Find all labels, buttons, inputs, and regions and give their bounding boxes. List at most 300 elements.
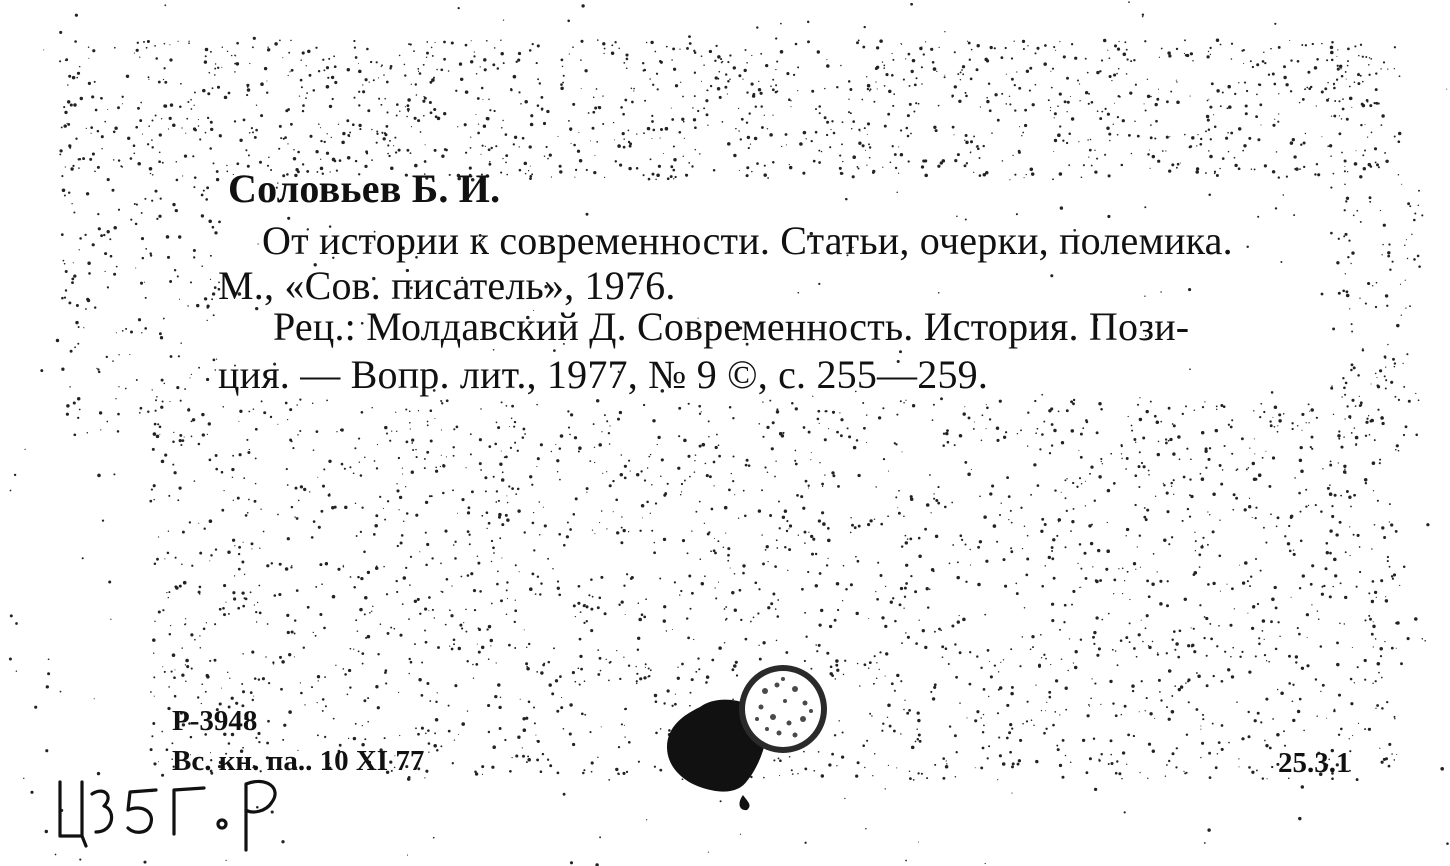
speckle-dot xyxy=(649,78,651,80)
speckle-dot xyxy=(657,436,660,439)
speckle-dot xyxy=(1114,103,1115,104)
speckle-dot xyxy=(1333,414,1334,415)
speckle-dot xyxy=(673,158,676,161)
speckle-dot xyxy=(175,209,178,212)
speckle-dot xyxy=(1022,636,1024,638)
speckle-dot xyxy=(159,332,162,335)
speckle-dot xyxy=(209,459,212,462)
speckle-dot xyxy=(1157,453,1160,456)
speckle-dot xyxy=(1265,744,1268,747)
speckle-dot xyxy=(636,680,638,682)
speckle-dot xyxy=(219,608,222,611)
speckle-dot xyxy=(568,427,570,429)
speckle-dot xyxy=(1243,144,1246,147)
speckle-dot xyxy=(348,738,349,739)
speckle-dot xyxy=(918,554,922,558)
speckle-dot xyxy=(670,165,673,168)
speckle-dot xyxy=(1330,387,1333,390)
speckle-dot xyxy=(580,40,583,43)
speckle-dot xyxy=(769,514,772,517)
speckle-dot xyxy=(1227,132,1229,134)
speckle-dot xyxy=(609,443,611,445)
speckle-dot xyxy=(612,480,614,482)
speckle-dot xyxy=(1242,581,1245,584)
speckle-dot xyxy=(520,170,521,171)
speckle-dot xyxy=(1056,745,1058,747)
speckle-dot xyxy=(254,677,257,680)
speckle-dot xyxy=(465,44,468,47)
speckle-dot xyxy=(1009,723,1012,726)
speckle-dot xyxy=(1121,778,1123,780)
speckle-dot xyxy=(767,561,768,562)
speckle-dot xyxy=(302,51,305,54)
speckle-dot xyxy=(437,646,440,649)
speckle-dot xyxy=(1371,548,1372,549)
speckle-dot xyxy=(1144,295,1145,296)
speckle-dot xyxy=(753,617,755,619)
speckle-dot xyxy=(1196,145,1197,146)
speckle-dot xyxy=(424,608,427,611)
speckle-dot xyxy=(477,132,480,135)
speckle-dot xyxy=(1027,445,1028,446)
speckle-dot xyxy=(654,51,656,53)
speckle-dot xyxy=(1395,530,1398,533)
speckle-dot xyxy=(1338,462,1339,463)
speckle-dot xyxy=(866,165,867,166)
speckle-dot xyxy=(959,534,962,537)
speckle-dot xyxy=(815,108,817,110)
speckle-dot xyxy=(1053,577,1056,580)
speckle-dot xyxy=(1346,294,1350,298)
speckle-dot xyxy=(643,676,646,679)
speckle-dot xyxy=(1183,771,1184,772)
speckle-dot xyxy=(313,520,316,523)
speckle-dot xyxy=(766,426,769,429)
speckle-dot xyxy=(955,776,957,778)
speckle-dot xyxy=(426,451,429,454)
speckle-dot xyxy=(279,125,282,128)
speckle-dot xyxy=(793,74,795,76)
speckle-dot xyxy=(636,133,637,134)
speckle-dot xyxy=(672,47,675,50)
speckle-dot xyxy=(1345,273,1346,274)
speckle-dot xyxy=(641,613,644,616)
speckle-dot xyxy=(1394,135,1396,137)
speckle-dot xyxy=(207,92,210,95)
speckle-dot xyxy=(1338,238,1340,240)
speckle-dot xyxy=(1160,421,1162,423)
speckle-dot xyxy=(1354,682,1355,683)
speckle-dot xyxy=(1151,583,1154,586)
speckle-dot xyxy=(1163,483,1164,484)
speckle-dot xyxy=(857,663,859,665)
speckle-dot xyxy=(1006,704,1009,707)
speckle-dot xyxy=(1288,655,1291,658)
speckle-dot xyxy=(574,177,575,178)
speckle-dot xyxy=(1117,47,1120,50)
speckle-dot xyxy=(571,143,572,144)
speckle-dot xyxy=(267,623,269,625)
speckle-dot xyxy=(728,489,731,492)
speckle-dot xyxy=(340,429,342,431)
speckle-dot xyxy=(785,133,788,136)
speckle-dot xyxy=(265,656,266,657)
speckle-dot xyxy=(485,490,487,492)
speckle-dot xyxy=(1334,494,1337,497)
speckle-dot xyxy=(1067,670,1068,671)
speckle-dot xyxy=(1079,100,1080,101)
speckle-dot xyxy=(300,692,303,695)
speckle-dot xyxy=(428,742,431,745)
speckle-dot xyxy=(505,154,508,157)
speckle-dot xyxy=(1207,458,1210,461)
speckle-dot xyxy=(169,58,172,61)
speckle-dot xyxy=(1187,508,1189,510)
speckle-dot xyxy=(933,404,935,406)
speckle-dot xyxy=(59,31,62,34)
speckle-dot xyxy=(191,108,193,110)
speckle-dot xyxy=(248,154,250,156)
speckle-dot xyxy=(895,167,897,169)
speckle-dot xyxy=(348,135,350,137)
speckle-dot xyxy=(1027,535,1029,537)
speckle-dot xyxy=(418,678,421,681)
speckle-dot xyxy=(488,522,491,525)
speckle-dot xyxy=(761,534,762,535)
speckle-dot xyxy=(73,401,76,404)
speckle-dot xyxy=(185,133,186,134)
speckle-dot xyxy=(806,138,807,139)
speckle-dot xyxy=(1170,482,1172,484)
speckle-dot xyxy=(477,562,480,565)
speckle-dot xyxy=(1263,527,1265,529)
speckle-dot xyxy=(488,445,491,448)
speckle-dot xyxy=(505,514,508,517)
speckle-dot xyxy=(955,676,958,679)
speckle-dot xyxy=(795,43,798,46)
speckle-dot xyxy=(1215,429,1219,433)
speckle-dot xyxy=(1159,602,1163,606)
speckle-dot xyxy=(797,66,799,68)
speckle-dot xyxy=(585,605,588,608)
speckle-dot xyxy=(185,623,186,624)
speckle-dot xyxy=(542,753,544,755)
speckle-dot xyxy=(1220,44,1222,46)
speckle-dot xyxy=(1022,40,1025,43)
speckle-dot xyxy=(204,60,207,63)
speckle-dot xyxy=(1298,817,1301,820)
speckle-dot xyxy=(956,576,960,580)
speckle-dot xyxy=(1390,523,1393,526)
speckle-dot xyxy=(1290,59,1292,61)
speckle-dot xyxy=(1421,214,1423,216)
speckle-dot xyxy=(463,622,464,623)
speckle-dot xyxy=(758,588,760,590)
speckle-dot xyxy=(285,567,289,571)
speckle-dot xyxy=(1158,441,1160,443)
speckle-dot xyxy=(1333,173,1335,175)
speckle-dot xyxy=(1207,511,1208,512)
speckle-dot xyxy=(248,499,250,501)
speckle-dot xyxy=(866,740,868,742)
speckle-dot xyxy=(742,564,745,567)
speckle-dot xyxy=(588,112,590,114)
speckle-dot xyxy=(107,230,110,233)
speckle-dot xyxy=(210,51,212,53)
speckle-dot xyxy=(357,630,359,632)
speckle-dot xyxy=(917,738,920,741)
speckle-dot xyxy=(1227,85,1231,89)
speckle-dot xyxy=(1394,46,1396,48)
speckle-dot xyxy=(97,130,100,133)
speckle-dot xyxy=(713,169,716,172)
speckle-dot xyxy=(1303,166,1305,168)
speckle-dot xyxy=(1362,81,1364,83)
speckle-dot xyxy=(590,608,593,611)
speckle-dot xyxy=(533,512,534,513)
speckle-dot xyxy=(537,575,539,577)
ink-blot-stamp xyxy=(655,655,845,815)
speckle-dot xyxy=(592,529,593,530)
speckle-dot xyxy=(761,126,764,129)
speckle-dot xyxy=(937,165,940,168)
speckle-dot xyxy=(182,175,183,176)
speckle-dot xyxy=(1331,385,1332,386)
speckle-dot xyxy=(1216,409,1217,410)
speckle-dot xyxy=(817,410,820,413)
speckle-dot xyxy=(92,243,95,246)
speckle-dot xyxy=(1168,407,1171,410)
speckle-dot xyxy=(1212,723,1214,725)
speckle-dot xyxy=(1121,453,1122,454)
speckle-dot xyxy=(79,66,81,68)
speckle-dot xyxy=(1085,58,1087,60)
speckle-dot xyxy=(966,717,967,718)
speckle-dot xyxy=(1257,712,1260,715)
speckle-dot xyxy=(206,320,207,321)
speckle-dot xyxy=(40,369,43,372)
speckle-dot xyxy=(965,581,967,583)
speckle-dot xyxy=(449,645,450,646)
speckle-dot xyxy=(1311,564,1314,567)
speckle-dot xyxy=(648,178,651,181)
speckle-dot xyxy=(1107,489,1111,493)
speckle-dot xyxy=(219,134,222,137)
speckle-dot xyxy=(396,591,398,593)
speckle-dot xyxy=(470,572,473,575)
speckle-dot xyxy=(742,572,745,575)
speckle-dot xyxy=(166,592,167,593)
speckle-dot xyxy=(461,576,463,578)
speckle-dot xyxy=(172,464,174,466)
speckle-dot xyxy=(932,697,935,700)
speckle-dot xyxy=(294,619,296,621)
speckle-dot xyxy=(1401,184,1402,185)
speckle-dot xyxy=(1360,44,1362,46)
speckle-dot xyxy=(688,35,691,38)
speckle-dot xyxy=(405,567,407,569)
speckle-dot xyxy=(1220,591,1221,592)
speckle-dot xyxy=(1040,530,1043,533)
speckle-dot xyxy=(602,473,603,474)
speckle-dot xyxy=(767,606,770,609)
speckle-dot xyxy=(1189,368,1191,370)
speckle-dot xyxy=(61,233,64,236)
speckle-dot xyxy=(496,583,499,586)
speckle-dot xyxy=(715,76,718,79)
speckle-dot xyxy=(418,71,419,72)
speckle-dot xyxy=(626,67,628,69)
speckle-dot xyxy=(606,659,607,660)
speckle-dot xyxy=(435,718,439,722)
speckle-dot xyxy=(122,96,124,98)
speckle-dot xyxy=(1224,445,1226,447)
speckle-dot xyxy=(586,213,589,216)
speckle-dot xyxy=(1334,709,1336,711)
speckle-dot xyxy=(741,118,744,121)
speckle-dot xyxy=(189,521,191,523)
speckle-dot xyxy=(1372,683,1373,684)
speckle-dot xyxy=(927,606,929,608)
speckle-dot xyxy=(1073,399,1075,401)
speckle-dot xyxy=(75,14,78,17)
speckle-dot xyxy=(1384,357,1386,359)
speckle-dot xyxy=(782,432,784,434)
speckle-dot xyxy=(655,502,657,504)
speckle-dot xyxy=(279,40,281,42)
speckle-dot xyxy=(1297,710,1300,713)
speckle-dot xyxy=(315,150,318,153)
speckle-dot xyxy=(909,777,912,780)
speckle-dot xyxy=(1171,695,1173,697)
speckle-dot xyxy=(381,132,383,134)
speckle-dot xyxy=(855,556,857,558)
speckle-dot xyxy=(1248,670,1251,673)
speckle-dot xyxy=(210,554,212,556)
speckle-dot xyxy=(1276,526,1278,528)
speckle-dot xyxy=(628,460,630,462)
speckle-dot xyxy=(1386,701,1388,703)
speckle-dot xyxy=(807,571,809,573)
imprint-line: М., «Сов. писатель», 1976. xyxy=(218,263,676,308)
speckle-dot xyxy=(506,495,507,496)
speckle-dot xyxy=(905,58,906,59)
speckle-dot xyxy=(1247,613,1248,614)
speckle-dot xyxy=(1119,96,1121,98)
speckle-dot xyxy=(287,484,289,486)
speckle-dot xyxy=(852,120,855,123)
speckle-dot xyxy=(873,101,875,103)
speckle-dot xyxy=(255,457,257,459)
speckle-dot xyxy=(903,402,905,404)
speckle-dot xyxy=(725,619,727,621)
speckle-dot xyxy=(1264,62,1266,64)
speckle-dot xyxy=(625,614,626,615)
speckle-dot xyxy=(1272,417,1273,418)
speckle-dot xyxy=(643,132,645,134)
speckle-dot xyxy=(358,124,361,127)
speckle-dot xyxy=(703,107,705,109)
speckle-dot xyxy=(1080,638,1082,640)
speckle-dot xyxy=(694,460,695,461)
speckle-dot xyxy=(1343,436,1344,437)
speckle-dot xyxy=(957,153,960,156)
speckle-dot xyxy=(1124,41,1126,43)
speckle-dot xyxy=(215,369,217,371)
speckle-dot xyxy=(399,496,402,499)
speckle-dot xyxy=(645,663,647,665)
speckle-dot xyxy=(648,667,650,669)
speckle-dot xyxy=(223,490,224,491)
speckle-dot xyxy=(1277,121,1279,123)
speckle-dot xyxy=(924,174,928,178)
speckle-dot xyxy=(317,734,319,736)
speckle-dot xyxy=(1050,274,1053,277)
speckle-dot xyxy=(1157,652,1158,653)
speckle-dot xyxy=(1339,65,1342,68)
speckle-dot xyxy=(196,304,199,307)
speckle-dot xyxy=(326,66,329,69)
speckle-dot xyxy=(232,591,235,594)
speckle-dot xyxy=(292,447,294,449)
speckle-dot xyxy=(1052,538,1055,541)
speckle-dot xyxy=(738,130,740,132)
speckle-dot xyxy=(249,63,250,64)
speckle-dot xyxy=(493,476,495,478)
speckle-dot xyxy=(987,757,989,759)
speckle-dot xyxy=(645,598,647,600)
speckle-dot xyxy=(563,75,565,77)
speckle-dot xyxy=(159,133,162,136)
speckle-dot xyxy=(174,669,175,670)
speckle-dot xyxy=(1024,109,1027,112)
speckle-dot xyxy=(477,555,479,557)
speckle-dot xyxy=(935,499,938,502)
speckle-dot xyxy=(751,55,752,56)
speckle-dot xyxy=(1193,650,1196,653)
speckle-dot xyxy=(904,596,906,598)
speckle-dot xyxy=(945,647,948,650)
speckle-dot xyxy=(600,670,602,672)
speckle-dot xyxy=(815,644,817,646)
speckle-dot xyxy=(135,223,138,226)
speckle-dot xyxy=(43,49,44,50)
speckle-dot xyxy=(524,531,526,533)
speckle-dot xyxy=(738,108,739,109)
speckle-dot xyxy=(637,637,640,640)
speckle-dot xyxy=(1338,132,1341,135)
speckle-dot xyxy=(1061,492,1062,493)
speckle-dot xyxy=(871,715,872,716)
speckle-dot xyxy=(1208,129,1210,131)
speckle-dot xyxy=(202,89,206,93)
speckle-dot xyxy=(1027,701,1029,703)
speckle-dot xyxy=(1394,759,1396,761)
speckle-dot xyxy=(430,111,433,114)
speckle-dot xyxy=(1039,448,1041,450)
speckle-dot xyxy=(1336,663,1339,666)
speckle-dot xyxy=(1118,568,1119,569)
speckle-dot xyxy=(497,683,500,686)
speckle-dot xyxy=(718,646,722,650)
speckle-dot xyxy=(1362,154,1364,156)
speckle-dot xyxy=(1333,115,1336,118)
speckle-dot xyxy=(812,538,815,541)
speckle-dot xyxy=(775,608,777,610)
speckle-dot xyxy=(746,459,749,462)
speckle-dot xyxy=(1011,522,1013,524)
speckle-dot xyxy=(1155,120,1158,123)
